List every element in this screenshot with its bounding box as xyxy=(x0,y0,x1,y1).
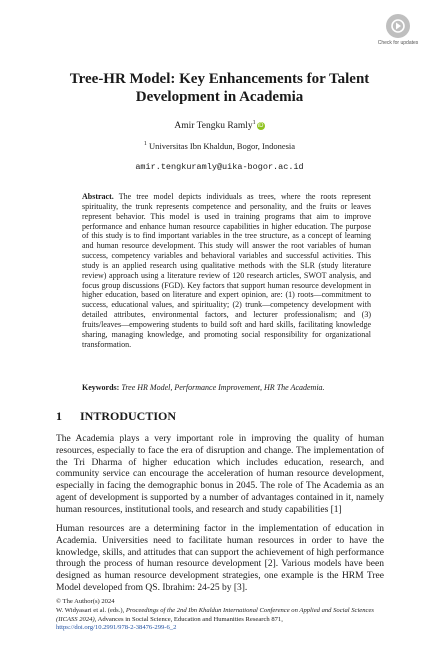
citation-editors: W. Widyasari et al. (eds.), xyxy=(56,606,125,614)
doi-link[interactable]: https://doi.org/10.2991/978-2-38476-299-6_2 xyxy=(56,624,177,632)
section-number: 1 xyxy=(56,409,62,423)
abstract-text: The tree model depicts individuals as trees, where the roots represent spirituality, the trunk represents competence and personality, and the fruits or leaves represent behavior. This model is used in training programs that aim to improve performance and enhance human resource capabilities in higher education. The purpose of this study is to find important variables in the tree structure, as a concept of learning and human resource development. This study will answer the root variables of human success, competency variables and behavioral variables and successful activities. This study is an applied research using qualitative methods with the SLR (study literature review) approach using a literature review of 120 research articles, SWOT analysis, and focus group discussions (FGD). Key factors that support human resource development in higher education, based on literature and expert opinion, are: (1) roots—commitment to success, educational values, and spirituality; (2) trunk—competency development with detailed attributes, environmental factors, and lecturer professionalism; and (3) fruits/leaves—empowering students to build soft and hard skills, facilitating knowledge sharing, managing knowledge, and promoting social responsibility for organizational transformation. xyxy=(82,192,371,349)
author-email[interactable]: amir.tengkuramly@uika-bogor.ac.id xyxy=(135,162,304,172)
paragraph: Human resources are a determining factor in the implementation of education in Academia. Universities need to facilitate human resources in order to have the knowledge, skills, and attitudes that can support the achievement of high performance through the process of human resource development [2]. Various models have been designed as human resource development strategies, one example is the HRM Tree Model developed from QS. Ibrahim: 24-25 by [3]. xyxy=(56,524,384,593)
footer xyxy=(56,598,376,633)
author-line xyxy=(0,120,439,131)
affiliation-marker: 1 xyxy=(143,141,147,148)
paper-title: Tree-HR Model: Key Enhancements for Talent Development in Academia xyxy=(69,71,370,105)
author-superscript: 1 xyxy=(252,120,256,126)
keywords xyxy=(82,383,371,392)
check-for-updates-badge[interactable] xyxy=(377,14,419,54)
keywords-label: Keywords: xyxy=(82,383,120,392)
paragraph: The Academia plays a very important role in improving the quality of human resources, especially to face the era of disruption and change. The implementation of the Tri Dharma of higher education which includes education, research, and community service can encourage the acceleration of human resource development, especially in facing the demographic bonus in 2045. The role of The Academia as an agent of development is supported by a number of advantages contained in it, namely human resources, institutional tools, and research and study capabilities [1] xyxy=(56,434,384,515)
citation xyxy=(56,607,376,625)
author-name: Amir Tengku Ramly xyxy=(174,121,253,132)
citation-series: , Advances in Social Science, Education and Humanities Research 871, xyxy=(94,615,283,623)
citation-proceedings: Proceedings of the 2nd Ibn Khaldun International Conference on Applied and Social Sciences (IICASS 2024) xyxy=(56,606,374,623)
check-for-updates-icon xyxy=(386,14,410,38)
keywords-text: Tree HR Model, Performance Improvement, HR The Academia. xyxy=(121,383,325,392)
orcid-icon[interactable]: iD xyxy=(257,123,264,130)
section-heading xyxy=(56,409,176,424)
abstract xyxy=(82,192,371,350)
section-title: INTRODUCTION xyxy=(80,409,177,423)
check-for-updates-label: Check for updates xyxy=(377,40,419,46)
affiliation xyxy=(0,141,439,151)
abstract-label: Abstract. xyxy=(82,192,114,201)
copyright: © The Author(s) 2024 xyxy=(56,598,115,605)
affiliation-text: Universitas Ibn Khaldun, Bogor, Indonesia xyxy=(149,141,296,151)
